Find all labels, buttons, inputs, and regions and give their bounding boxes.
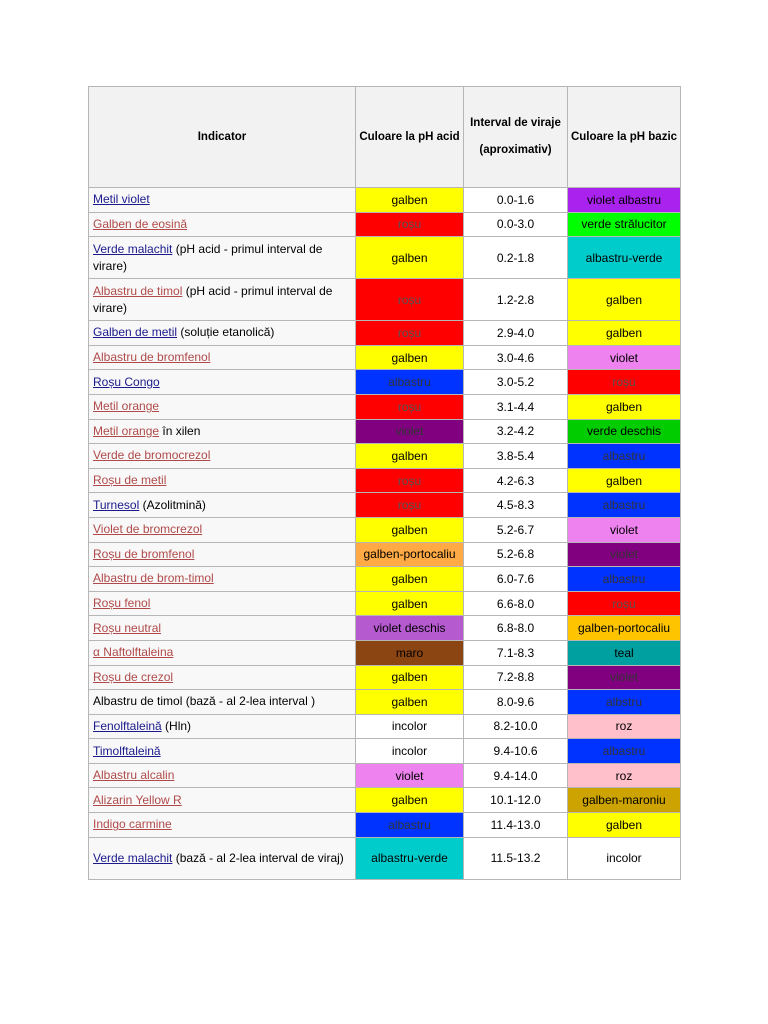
indicator-link[interactable]: Galben de metil xyxy=(93,325,178,340)
interval-cell: 7.2-8.8 xyxy=(464,665,568,690)
indicator-cell xyxy=(89,493,356,518)
acid-color-cell: galben xyxy=(356,188,464,213)
base-color-cell: verde strălucitor xyxy=(568,212,681,237)
base-color-cell: verde deschis xyxy=(568,419,681,444)
base-color-cell: violet xyxy=(568,517,681,542)
indicator-cell xyxy=(89,394,356,419)
table-row xyxy=(89,212,681,237)
table-row xyxy=(89,739,681,764)
base-color-cell: albstru xyxy=(568,690,681,715)
indicator-note: (Hln) xyxy=(161,718,192,733)
table-row xyxy=(89,419,681,444)
indicator-note: în xilen xyxy=(159,423,201,438)
indicator-link[interactable]: Alizarin Yellow R xyxy=(93,792,182,807)
header-interval xyxy=(464,87,568,188)
base-color-cell: galben-portocaliu xyxy=(568,616,681,641)
base-color-cell: violet xyxy=(568,345,681,370)
interval-cell: 0.2-1.8 xyxy=(464,237,568,279)
interval-cell: 5.2-6.8 xyxy=(464,542,568,567)
acid-color-cell: violet deschis xyxy=(356,616,464,641)
acid-color-cell: albastru xyxy=(356,370,464,395)
interval-cell: 3.1-4.4 xyxy=(464,394,568,419)
table-row xyxy=(89,279,681,321)
table-row xyxy=(89,394,681,419)
indicator-link[interactable]: Turnesol xyxy=(93,497,140,512)
base-color-cell: violet albastru xyxy=(568,188,681,213)
header-indicator: Indicator xyxy=(89,87,356,188)
interval-cell: 7.1-8.3 xyxy=(464,640,568,665)
header-row xyxy=(89,87,681,188)
interval-cell: 3.0-4.6 xyxy=(464,345,568,370)
base-color-cell: galben xyxy=(568,321,681,346)
base-color-cell: incolor xyxy=(568,837,681,879)
indicator-cell: Albastru de timol (bază - al 2-lea interval ) xyxy=(89,690,356,715)
indicator-cell xyxy=(89,188,356,213)
interval-cell: 8.2-10.0 xyxy=(464,714,568,739)
indicator-link[interactable]: Albastru de brom-timol xyxy=(93,571,214,586)
indicator-link[interactable]: Fenolftaleină xyxy=(93,718,162,733)
indicator-cell xyxy=(89,640,356,665)
base-color-cell: albastru-verde xyxy=(568,237,681,279)
acid-color-cell: albastru xyxy=(356,813,464,838)
indicator-link[interactable]: Roșu de bromfenol xyxy=(93,546,195,561)
acid-color-cell: galben xyxy=(356,517,464,542)
base-color-cell: galben xyxy=(568,813,681,838)
table-row xyxy=(89,468,681,493)
acid-color-cell: albastru-verde xyxy=(356,837,464,879)
indicator-link[interactable]: Violet de bromcrezol xyxy=(93,522,203,537)
header-acid-color: Culoare la pH acid xyxy=(356,87,464,188)
interval-cell: 6.6-8.0 xyxy=(464,591,568,616)
acid-color-cell: galben xyxy=(356,591,464,616)
acid-color-cell: galben xyxy=(356,444,464,469)
indicator-link[interactable]: Timolftaleină xyxy=(93,743,161,758)
table-row xyxy=(89,542,681,567)
table-row xyxy=(89,665,681,690)
interval-cell: 3.8-5.4 xyxy=(464,444,568,469)
indicator-link[interactable]: Metil violet xyxy=(93,192,150,207)
indicator-cell xyxy=(89,468,356,493)
indicator-link[interactable]: Roșu de crezol xyxy=(93,669,174,684)
indicator-cell xyxy=(89,345,356,370)
acid-color-cell: violet xyxy=(356,419,464,444)
acid-color-cell: maro xyxy=(356,640,464,665)
table-row xyxy=(89,321,681,346)
indicator-link[interactable]: Roșu neutral xyxy=(93,620,162,635)
indicator-link[interactable]: Roșu de metil xyxy=(93,473,167,488)
indicator-cell xyxy=(89,542,356,567)
interval-cell: 4.2-6.3 xyxy=(464,468,568,493)
interval-cell: 0.0-3.0 xyxy=(464,212,568,237)
indicator-link[interactable]: Indigo carmine xyxy=(93,817,172,832)
indicator-cell xyxy=(89,837,356,879)
interval-cell: 9.4-14.0 xyxy=(464,763,568,788)
table-row xyxy=(89,493,681,518)
acid-color-cell: roșu xyxy=(356,321,464,346)
acid-color-cell: incolor xyxy=(356,739,464,764)
table-row xyxy=(89,517,681,542)
interval-cell: 4.5-8.3 xyxy=(464,493,568,518)
indicator-cell xyxy=(89,517,356,542)
indicator-link[interactable]: Verde de bromocrezol xyxy=(93,448,211,463)
base-color-cell: roșu xyxy=(568,370,681,395)
acid-color-cell: galben xyxy=(356,665,464,690)
interval-cell: 8.0-9.6 xyxy=(464,690,568,715)
indicator-cell xyxy=(89,567,356,592)
indicator-cell xyxy=(89,763,356,788)
interval-cell: 9.4-10.6 xyxy=(464,739,568,764)
table-row xyxy=(89,714,681,739)
indicator-cell xyxy=(89,616,356,641)
indicator-cell xyxy=(89,444,356,469)
table-row xyxy=(89,788,681,813)
interval-cell: 3.0-5.2 xyxy=(464,370,568,395)
base-color-cell: roșu xyxy=(568,591,681,616)
table-row xyxy=(89,444,681,469)
indicator-cell xyxy=(89,739,356,764)
header-interval-label: Interval de viraje xyxy=(470,117,561,129)
acid-color-cell: roșu xyxy=(356,394,464,419)
base-color-cell: violet xyxy=(568,665,681,690)
base-color-cell: galben xyxy=(568,394,681,419)
base-color-cell: roz xyxy=(568,763,681,788)
indicator-cell xyxy=(89,237,356,279)
indicator-cell xyxy=(89,419,356,444)
table-row xyxy=(89,640,681,665)
indicator-cell xyxy=(89,370,356,395)
indicator-note: (pH acid - primul interval de virare) xyxy=(93,241,323,273)
indicator-link[interactable]: Albastru de timol xyxy=(93,283,183,298)
acid-color-cell: violet xyxy=(356,763,464,788)
acid-color-cell: galben-portocaliu xyxy=(356,542,464,567)
indicator-link[interactable]: Metil orange xyxy=(93,423,160,438)
header-base-color: Culoare la pH bazic xyxy=(568,87,681,188)
indicator-cell xyxy=(89,212,356,237)
table-row xyxy=(89,763,681,788)
base-color-cell: galben xyxy=(568,279,681,321)
interval-cell: 2.9-4.0 xyxy=(464,321,568,346)
interval-cell: 3.2-4.2 xyxy=(464,419,568,444)
acid-color-cell: galben xyxy=(356,788,464,813)
indicator-cell xyxy=(89,279,356,321)
acid-color-cell: galben xyxy=(356,237,464,279)
table-row xyxy=(89,345,681,370)
indicator-cell xyxy=(89,813,356,838)
acid-color-cell: roșu xyxy=(356,468,464,493)
indicator-cell xyxy=(89,788,356,813)
indicator-cell xyxy=(89,591,356,616)
interval-cell: 1.2-2.8 xyxy=(464,279,568,321)
table-row xyxy=(89,616,681,641)
base-color-cell: albastru xyxy=(568,444,681,469)
table-row xyxy=(89,690,681,715)
interval-cell: 6.8-8.0 xyxy=(464,616,568,641)
interval-cell: 11.5-13.2 xyxy=(464,837,568,879)
table-row xyxy=(89,567,681,592)
indicator-link[interactable]: Metil orange xyxy=(93,399,160,414)
table-row xyxy=(89,813,681,838)
indicator-link[interactable]: Albastru alcalin xyxy=(93,768,175,783)
indicator-cell xyxy=(89,321,356,346)
table-row xyxy=(89,370,681,395)
interval-cell: 5.2-6.7 xyxy=(464,517,568,542)
indicator-link[interactable]: Verde malachit xyxy=(93,850,173,865)
ph-indicator-table xyxy=(88,86,681,880)
acid-color-cell: incolor xyxy=(356,714,464,739)
interval-cell: 10.1-12.0 xyxy=(464,788,568,813)
acid-color-cell: roșu xyxy=(356,279,464,321)
interval-cell: 11.4-13.0 xyxy=(464,813,568,838)
base-color-cell: galben-maroniu xyxy=(568,788,681,813)
table-row xyxy=(89,591,681,616)
base-color-cell: galben xyxy=(568,468,681,493)
base-color-cell: violet xyxy=(568,542,681,567)
indicator-note: (bază - al 2-lea interval de viraj) xyxy=(172,850,344,865)
indicator-link[interactable]: Albastru de bromfenol xyxy=(93,350,211,365)
base-color-cell: teal xyxy=(568,640,681,665)
indicator-note: (soluție etanolică) xyxy=(177,325,275,340)
acid-color-cell: galben xyxy=(356,345,464,370)
acid-color-cell: galben xyxy=(356,567,464,592)
indicator-link[interactable]: α Naftolftaleina xyxy=(93,645,174,660)
base-color-cell: roz xyxy=(568,714,681,739)
interval-cell: 6.0-7.6 xyxy=(464,567,568,592)
base-color-cell: albastru xyxy=(568,567,681,592)
indicator-note: (pH acid - primul interval de virare) xyxy=(93,283,333,315)
acid-color-cell: roșu xyxy=(356,493,464,518)
indicator-link[interactable]: Roșu fenol xyxy=(93,596,151,611)
base-color-cell: albastru xyxy=(568,739,681,764)
indicator-cell xyxy=(89,714,356,739)
table-row xyxy=(89,188,681,213)
acid-color-cell: galben xyxy=(356,690,464,715)
table-row xyxy=(89,837,681,879)
table-row xyxy=(89,237,681,279)
indicator-note: (Azolitmină) xyxy=(139,497,206,512)
base-color-cell: albastru xyxy=(568,493,681,518)
indicator-link[interactable]: Roșu Congo xyxy=(93,374,160,389)
header-interval-approx: (aproximativ) xyxy=(479,144,552,156)
indicator-link[interactable]: Galben de eosină xyxy=(93,216,188,231)
indicator-cell xyxy=(89,665,356,690)
indicator-link[interactable]: Verde malachit xyxy=(93,241,173,256)
acid-color-cell: roșu xyxy=(356,212,464,237)
interval-cell: 0.0-1.6 xyxy=(464,188,568,213)
